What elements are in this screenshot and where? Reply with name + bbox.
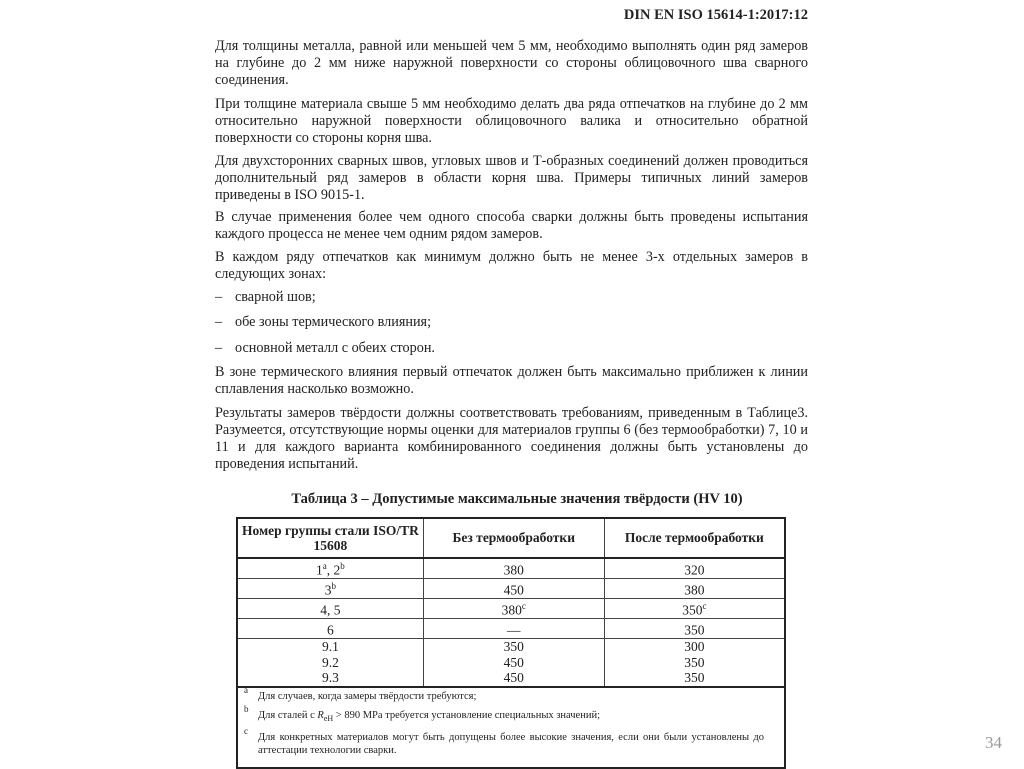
table-row <box>237 619 785 639</box>
list-item <box>215 289 316 306</box>
paragraph: В случае применения более чем одного способа сварки должны быть проведены испытания каждого процесса не менее чем одним рядом замеров. <box>215 209 808 242</box>
paragraph: Для толщины металла, равной или меньшей чем 5 мм, необходимо выполнять один ряд замеров на глубине до 2 мм ниже наружной поверхности со стороны облицовочного шва сварного соединения. <box>215 38 808 88</box>
list-text: сварной шов; <box>235 289 316 305</box>
cell-without: 380$^c$ <box>423 599 604 619</box>
paragraph: Для двухсторонних сварных швов, угловых швов и Т-образных соединений должен проводиться дополнительный ряд замеров в области корня шва. Примеры типичных линий замеров приведены в ISO 9015-1. <box>215 153 808 203</box>
page-number: 34 <box>985 733 1002 752</box>
document-header: DIN EN ISO 15614-1:2017:12 <box>623 7 808 23</box>
dash: – <box>215 340 223 356</box>
cell-group: 4, 5 <box>237 599 423 619</box>
hardness-table <box>236 517 786 769</box>
cell-without: — <box>423 619 604 639</box>
table-row <box>237 639 785 687</box>
cell-after: 300 350 350 <box>604 639 785 687</box>
cell-group: 6 <box>237 619 423 639</box>
list-item <box>215 340 435 357</box>
cell-after: 320 <box>604 558 785 579</box>
footnote: c Для конкретных материалов могут быть допущены более высокие значения, если они были установлены до аттестации технологии сварки. <box>244 725 764 756</box>
table-row <box>237 599 785 619</box>
table-row <box>237 558 785 579</box>
footnotes <box>237 684 785 768</box>
cell-after: 380 <box>604 579 785 599</box>
column-header: После термообработки <box>604 518 785 558</box>
cell-group: 9.1 9.2 9.3 <box>237 639 423 687</box>
column-header: Номер группы стали ISO/TR 15608 <box>237 518 423 558</box>
paragraph: Результаты замеров твёрдости должны соответствовать требованиям, приведенным в Таблице3. Разумеется, отсутствующие нормы оценки для материалов группы 6 (без термообработки) 7, 10 и 11 и для каждого варианта комбинированного соединения должны быть установлены до проведения испытаний. <box>215 405 808 472</box>
cell-without: 350 450 450 <box>423 639 604 687</box>
cell-group: 1$^a$, 2$^b$ <box>237 558 423 579</box>
paragraph: При толщине материала свыше 5 мм необходимо делать два ряда отпечатков на глубине до 2 мм относительно наружной поверхности облицовочного валика и относительно обратной поверхности со стороны корня шва. <box>215 96 808 146</box>
footnote: a Для случаев, когда замеры твёрдости требуются; <box>244 684 477 702</box>
footnote: b Для сталей с $R_{eH} > 890$ MPa требуется установление специальных значений; <box>244 703 600 723</box>
dash: – <box>215 314 223 330</box>
paragraph: В зоне термического влияния первый отпечаток должен быть максимально приближен к линии сплавления насколько возможно. <box>215 364 808 397</box>
cell-after: 350 <box>604 619 785 639</box>
list-text: обе зоны термического влияния; <box>235 314 432 330</box>
column-header: Без термообработки <box>423 518 604 558</box>
cell-group: 3$^b$ <box>237 579 423 599</box>
cell-after: 350$^c$ <box>604 599 785 619</box>
dash: – <box>215 289 223 305</box>
list-text: основной металл с обеих сторон. <box>235 340 435 356</box>
cell-without: 450 <box>423 579 604 599</box>
table-row <box>237 579 785 599</box>
table-title: Таблица 3 – Допустимые максимальные значения твёрдости (HV 10) <box>291 491 743 507</box>
list-item <box>215 314 431 331</box>
paragraph: В каждом ряду отпечатков как минимум должно быть не менее 3-х отдельных замеров в следующих зонах: <box>215 249 808 282</box>
cell-without: 380 <box>423 558 604 579</box>
